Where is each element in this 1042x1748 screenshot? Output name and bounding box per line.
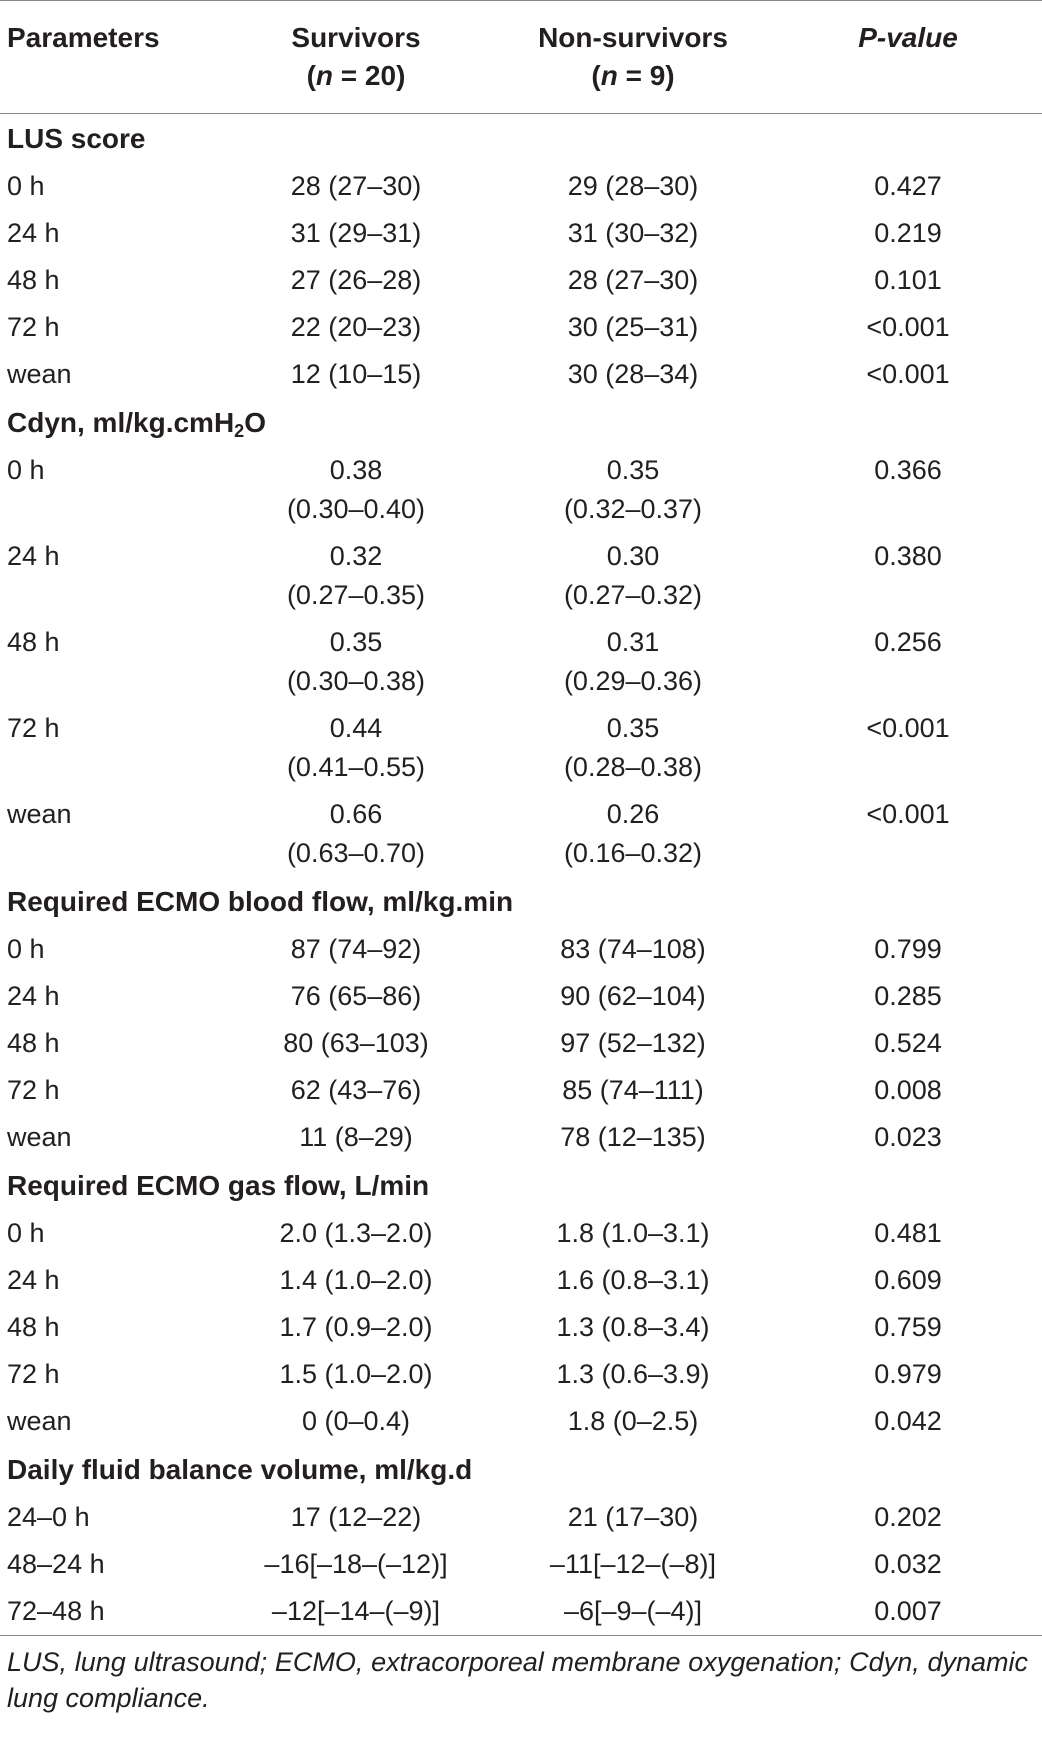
survivors-cell: 1.4 (1.0–2.0) xyxy=(279,1265,433,1295)
survivors-cell: 0 (0–0.4) xyxy=(301,1406,411,1436)
survivors-cell: 31 (29–31) xyxy=(290,218,422,248)
nonsurvivors-cell: 1.8 (1.0–3.1) xyxy=(556,1218,710,1248)
median-value: 0.26 xyxy=(606,799,660,829)
pvalue-cell: 0.023 xyxy=(874,1122,942,1152)
row-label: 0 h xyxy=(7,455,45,485)
nonsurvivors-cell: 1.6 (0.8–3.1) xyxy=(556,1265,710,1295)
section-title-part: Cdyn, ml/kg.cmH xyxy=(7,407,235,438)
iqr-value: (0.27–0.35) xyxy=(286,580,426,610)
survivors-cell: 2.0 (1.3–2.0) xyxy=(279,1218,433,1248)
median-value: 0.38 xyxy=(329,455,383,485)
survivors-cell: 76 (65–86) xyxy=(290,981,422,1011)
table-row xyxy=(0,1210,1042,1257)
nonsurvivors-cell: 85 (74–111) xyxy=(562,1075,704,1105)
pvalue-cell: 0.101 xyxy=(874,265,942,295)
pvalue-cell: 0.524 xyxy=(874,1028,942,1058)
survivors-cell: 27 (26–28) xyxy=(290,265,422,295)
iqr-value: (0.28–0.38) xyxy=(563,752,703,782)
survivors-cell: 87 (74–92) xyxy=(290,934,422,964)
row-label: 72 h xyxy=(7,713,60,743)
row-label: 0 h xyxy=(7,934,45,964)
row-label: wean xyxy=(7,359,72,389)
row-label: 24 h xyxy=(7,541,60,571)
pvalue-cell: 0.008 xyxy=(874,1075,942,1105)
header-parameters: Parameters xyxy=(7,22,160,53)
row-label: 72 h xyxy=(7,1359,60,1389)
median-value: 0.44 xyxy=(329,713,383,743)
section-row-cdyn xyxy=(0,398,1042,447)
nonsurvivors-cell: 29 (28–30) xyxy=(567,171,699,201)
iqr-value: (0.16–0.32) xyxy=(563,838,703,868)
survivors-cell: –12[–14–(–9)] xyxy=(271,1596,441,1626)
section-title: LUS score xyxy=(7,123,146,154)
table-row xyxy=(0,1020,1042,1067)
pvalue-cell: <0.001 xyxy=(866,312,950,342)
survivors-cell: 80 (63–103) xyxy=(283,1028,429,1058)
survivors-cell: 11 (8–29) xyxy=(299,1122,413,1152)
table-row xyxy=(0,163,1042,210)
row-label: 0 h xyxy=(7,171,45,201)
iqr-value: (0.29–0.36) xyxy=(563,666,703,696)
section-title: Daily fluid balance volume, ml/kg.d xyxy=(7,1454,473,1485)
median-value: 0.31 xyxy=(606,627,660,657)
section-title: Required ECMO blood flow, ml/kg.min xyxy=(7,886,514,917)
nonsurvivors-cell: 90 (62–104) xyxy=(560,981,706,1011)
pvalue-cell: <0.001 xyxy=(866,359,950,389)
survivors-cell: 22 (20–23) xyxy=(290,312,422,342)
header-pvalue: P-value xyxy=(858,22,958,53)
pvalue-cell: 0.202 xyxy=(874,1502,942,1532)
header-nonsurvivors-n: (n = 9) xyxy=(591,60,675,91)
row-label: 48 h xyxy=(7,1028,60,1058)
survivors-cell xyxy=(220,791,492,877)
pvalue-cell: 0.219 xyxy=(874,218,942,248)
pvalue-cell: 0.007 xyxy=(874,1596,942,1626)
pvalue-cell: <0.001 xyxy=(866,799,950,829)
table-row xyxy=(0,304,1042,351)
nonsurvivors-cell: 30 (25–31) xyxy=(567,312,699,342)
table-row xyxy=(0,973,1042,1020)
section-row-blood-flow xyxy=(0,877,1042,926)
header-nonsurvivors-label: Non-survivors xyxy=(538,22,728,53)
section-title-subscript: 2 xyxy=(234,421,245,441)
nonsurvivors-cell: –6[–9–(–4)] xyxy=(563,1596,703,1626)
table-row xyxy=(0,926,1042,973)
median-value: 0.35 xyxy=(606,455,660,485)
pvalue-cell: 0.481 xyxy=(874,1218,942,1248)
nonsurvivors-cell xyxy=(492,705,774,791)
survivors-cell xyxy=(220,619,492,705)
header-survivors xyxy=(220,1,492,114)
table-row xyxy=(0,351,1042,398)
survivors-cell: 1.7 (0.9–2.0) xyxy=(279,1312,433,1342)
nonsurvivors-cell xyxy=(492,619,774,705)
row-label: 48 h xyxy=(7,1312,60,1342)
table-footnote: LUS, lung ultrasound; ECMO, extracorporeal membrane oxygenation; Cdyn, dynamic lung compliance. xyxy=(7,1647,1028,1713)
pvalue-cell: 0.042 xyxy=(874,1406,942,1436)
pvalue-cell: <0.001 xyxy=(866,713,950,743)
header-survivors-label: Survivors xyxy=(291,22,421,53)
median-value: 0.35 xyxy=(329,627,383,657)
header-survivors-n: (n = 20) xyxy=(306,60,406,91)
nonsurvivors-cell: 28 (27–30) xyxy=(567,265,699,295)
nonsurvivors-cell: 30 (28–34) xyxy=(567,359,699,389)
nonsurvivors-cell: 83 (74–108) xyxy=(560,934,706,964)
header-nonsurvivors-n-value: = 9) xyxy=(617,60,675,91)
section-title: Required ECMO gas flow, L/min xyxy=(7,1170,430,1201)
median-value: 0.30 xyxy=(606,541,660,571)
row-label: 72–48 h xyxy=(7,1596,105,1626)
iqr-value: (0.63–0.70) xyxy=(286,838,426,868)
pvalue-cell: 0.609 xyxy=(874,1265,942,1295)
nonsurvivors-cell: –11[–12–(–8)] xyxy=(549,1549,717,1579)
nonsurvivors-cell xyxy=(492,791,774,877)
table-row xyxy=(0,1351,1042,1398)
median-value: 0.66 xyxy=(329,799,383,829)
nonsurvivors-cell: 97 (52–132) xyxy=(560,1028,706,1058)
table-row xyxy=(0,1067,1042,1114)
survivors-cell: 62 (43–76) xyxy=(290,1075,422,1105)
pvalue-cell: 0.799 xyxy=(874,934,942,964)
survivors-cell xyxy=(220,447,492,533)
nonsurvivors-cell: 78 (12–135) xyxy=(560,1122,706,1152)
nonsurvivors-cell xyxy=(492,447,774,533)
median-value: 0.32 xyxy=(329,541,383,571)
table-row xyxy=(0,619,1042,705)
survivors-cell: 1.5 (1.0–2.0) xyxy=(279,1359,433,1389)
table-row xyxy=(0,1114,1042,1161)
survivors-cell: 12 (10–15) xyxy=(290,359,422,389)
pvalue-cell: 0.366 xyxy=(874,455,942,485)
table-row xyxy=(0,791,1042,877)
section-row-fluid-balance xyxy=(0,1445,1042,1494)
row-label: wean xyxy=(7,799,72,829)
table-header xyxy=(0,1,1042,114)
row-label: 0 h xyxy=(7,1218,45,1248)
row-label: 24 h xyxy=(7,218,60,248)
row-label: wean xyxy=(7,1122,72,1152)
row-label: 24–0 h xyxy=(7,1502,90,1532)
table-row xyxy=(0,1398,1042,1445)
row-label: wean xyxy=(7,1406,72,1436)
nonsurvivors-cell: 21 (17–30) xyxy=(567,1502,699,1532)
survivors-cell: 28 (27–30) xyxy=(290,171,422,201)
header-survivors-n-label: n xyxy=(315,60,334,91)
table-row xyxy=(0,447,1042,533)
section-title-part: O xyxy=(244,407,266,438)
nonsurvivors-cell: 1.3 (0.8–3.4) xyxy=(556,1312,710,1342)
row-label: 48 h xyxy=(7,627,60,657)
table-row xyxy=(0,1541,1042,1588)
table-row xyxy=(0,210,1042,257)
section-row-lus xyxy=(0,114,1042,164)
table-row xyxy=(0,1304,1042,1351)
nonsurvivors-cell: 31 (30–32) xyxy=(567,218,699,248)
row-label: 72 h xyxy=(7,1075,60,1105)
pvalue-cell: 0.427 xyxy=(874,171,942,201)
table-row xyxy=(0,533,1042,619)
row-label: 72 h xyxy=(7,312,60,342)
iqr-value: (0.30–0.40) xyxy=(286,494,426,524)
nonsurvivors-cell: 1.3 (0.6–3.9) xyxy=(556,1359,710,1389)
row-label: 24 h xyxy=(7,1265,60,1295)
section-row-gas-flow xyxy=(0,1161,1042,1210)
table-row xyxy=(0,705,1042,791)
table-row xyxy=(0,1588,1042,1636)
table-body xyxy=(0,114,1042,1636)
header-nonsurvivors xyxy=(492,1,774,114)
survivors-cell xyxy=(220,705,492,791)
median-value: 0.35 xyxy=(606,713,660,743)
nonsurvivors-cell xyxy=(492,533,774,619)
pvalue-cell: 0.285 xyxy=(874,981,942,1011)
iqr-value: (0.30–0.38) xyxy=(286,666,426,696)
iqr-value: (0.41–0.55) xyxy=(286,752,426,782)
survivors-cell: 17 (12–22) xyxy=(290,1502,422,1532)
pvalue-cell: 0.256 xyxy=(874,627,942,657)
pvalue-cell: 0.032 xyxy=(874,1549,942,1579)
survivors-cell: –16[–18–(–12)] xyxy=(264,1549,448,1579)
table-row xyxy=(0,1257,1042,1304)
header-nonsurvivors-n-label: n xyxy=(600,60,618,91)
header-row xyxy=(0,1,1042,114)
table-row xyxy=(0,257,1042,304)
pvalue-cell: 0.979 xyxy=(874,1359,942,1389)
iqr-value: (0.27–0.32) xyxy=(563,580,703,610)
header-survivors-n-value: = 20) xyxy=(333,60,406,91)
row-label: 48 h xyxy=(7,265,60,295)
survivors-cell xyxy=(220,533,492,619)
pvalue-cell: 0.380 xyxy=(874,541,942,571)
row-label: 48–24 h xyxy=(7,1549,105,1579)
pvalue-cell: 0.759 xyxy=(874,1312,942,1342)
nonsurvivors-cell: 1.8 (0–2.5) xyxy=(567,1406,699,1436)
row-label: 24 h xyxy=(7,981,60,1011)
section-title xyxy=(0,398,1042,447)
iqr-value: (0.32–0.37) xyxy=(563,494,703,524)
table-row xyxy=(0,1494,1042,1541)
